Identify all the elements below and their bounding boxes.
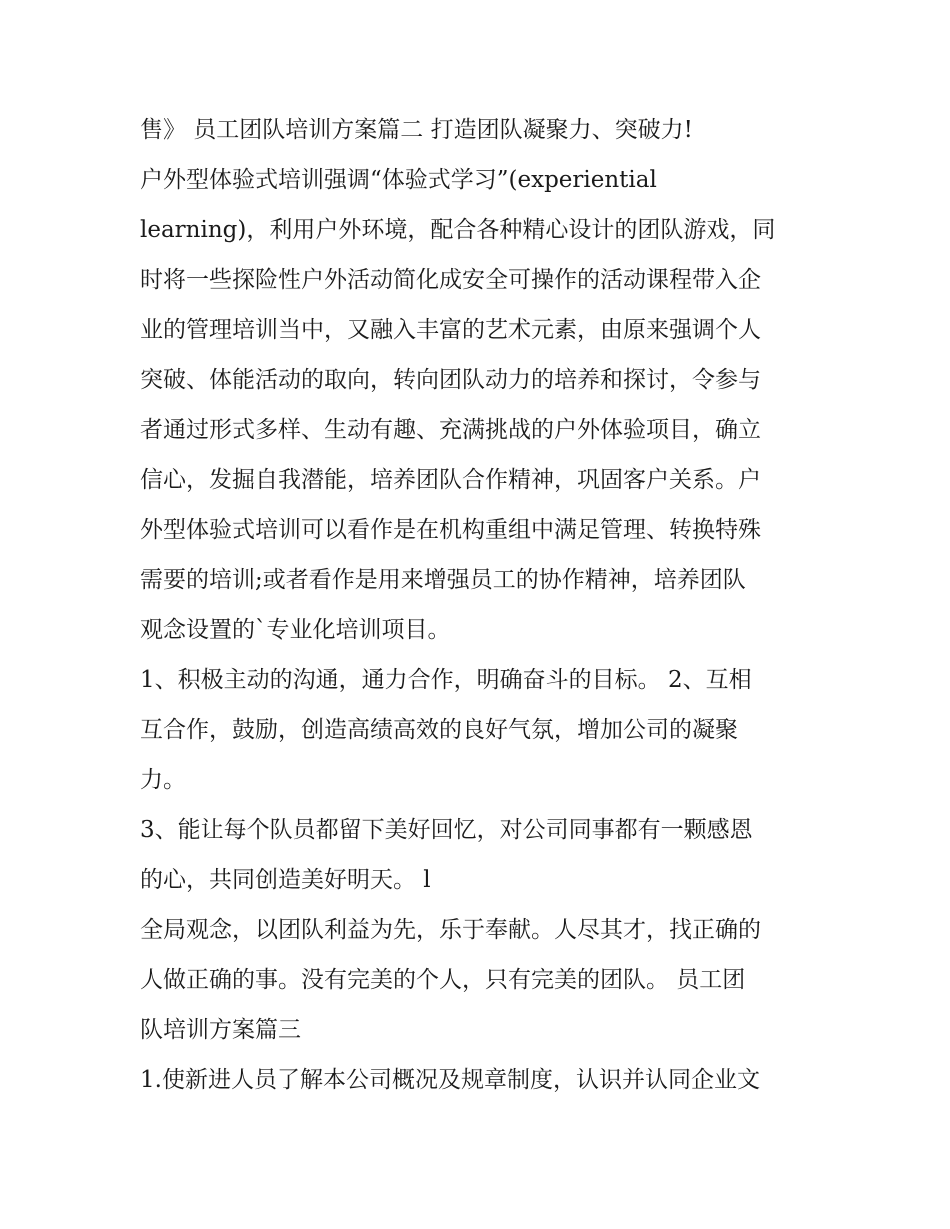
text-line: 3、能让每个队员都留下美好回忆，对公司同事都有一颗感恩 — [140, 817, 753, 843]
text-line: 售》 员工团队培训方案篇二 打造团队凝聚力、突破力! — [140, 117, 693, 143]
text-line: 的心，共同创造美好明天。 l — [140, 867, 431, 893]
text-line: 力。 — [140, 767, 186, 793]
text-line: 者通过形式多样、生动有趣、充满挑战的户外体验项目，确立 — [140, 417, 761, 443]
text-line: learning)，利用户外环境，配合各种精心设计的团队游戏，同 — [140, 217, 776, 243]
text-line: 需要的培训;或者看作是用来增强员工的协作精神，培养团队 — [140, 567, 746, 593]
text-line: 1、积极主动的沟通，通力合作，明确奋斗的目标。 2、互相 — [140, 667, 752, 693]
text-line: 户外型体验式培训强调“体验式学习”(experiential — [140, 167, 657, 193]
text-line: 人做正确的事。没有完美的个人，只有完美的团队。 员工团 — [140, 967, 746, 993]
text-line: 信心，发掘自我潜能，培养团队合作精神，巩固客户关系。户 — [140, 467, 761, 493]
text-line: 互合作，鼓励，创造高绩高效的良好气氛，增加公司的凝聚 — [140, 717, 738, 743]
document-body — [140, 105, 820, 1105]
text-line: 外型体验式培训可以看作是在机构重组中满足管理、转换特殊 — [140, 517, 761, 543]
text-line: 全局观念，以团队利益为先，乐于奉献。人尽其才，找正确的 — [140, 917, 761, 943]
text-line: 业的管理培训当中，又融入丰富的艺术元素，由原来强调个人 — [140, 317, 761, 343]
text-line: 队培训方案篇三 — [140, 1017, 301, 1043]
text-line: 时将一些探险性户外活动简化成安全可操作的活动课程带入企 — [140, 267, 761, 293]
text-line: 观念设置的`专业化培训项目。 — [140, 617, 451, 643]
text-line: 1.使新进人员了解本公司概况及规章制度，认识并认同企业文 — [140, 1067, 760, 1093]
text-line: 突破、体能活动的取向，转向团队动力的培养和探讨，令参与 — [140, 367, 761, 393]
